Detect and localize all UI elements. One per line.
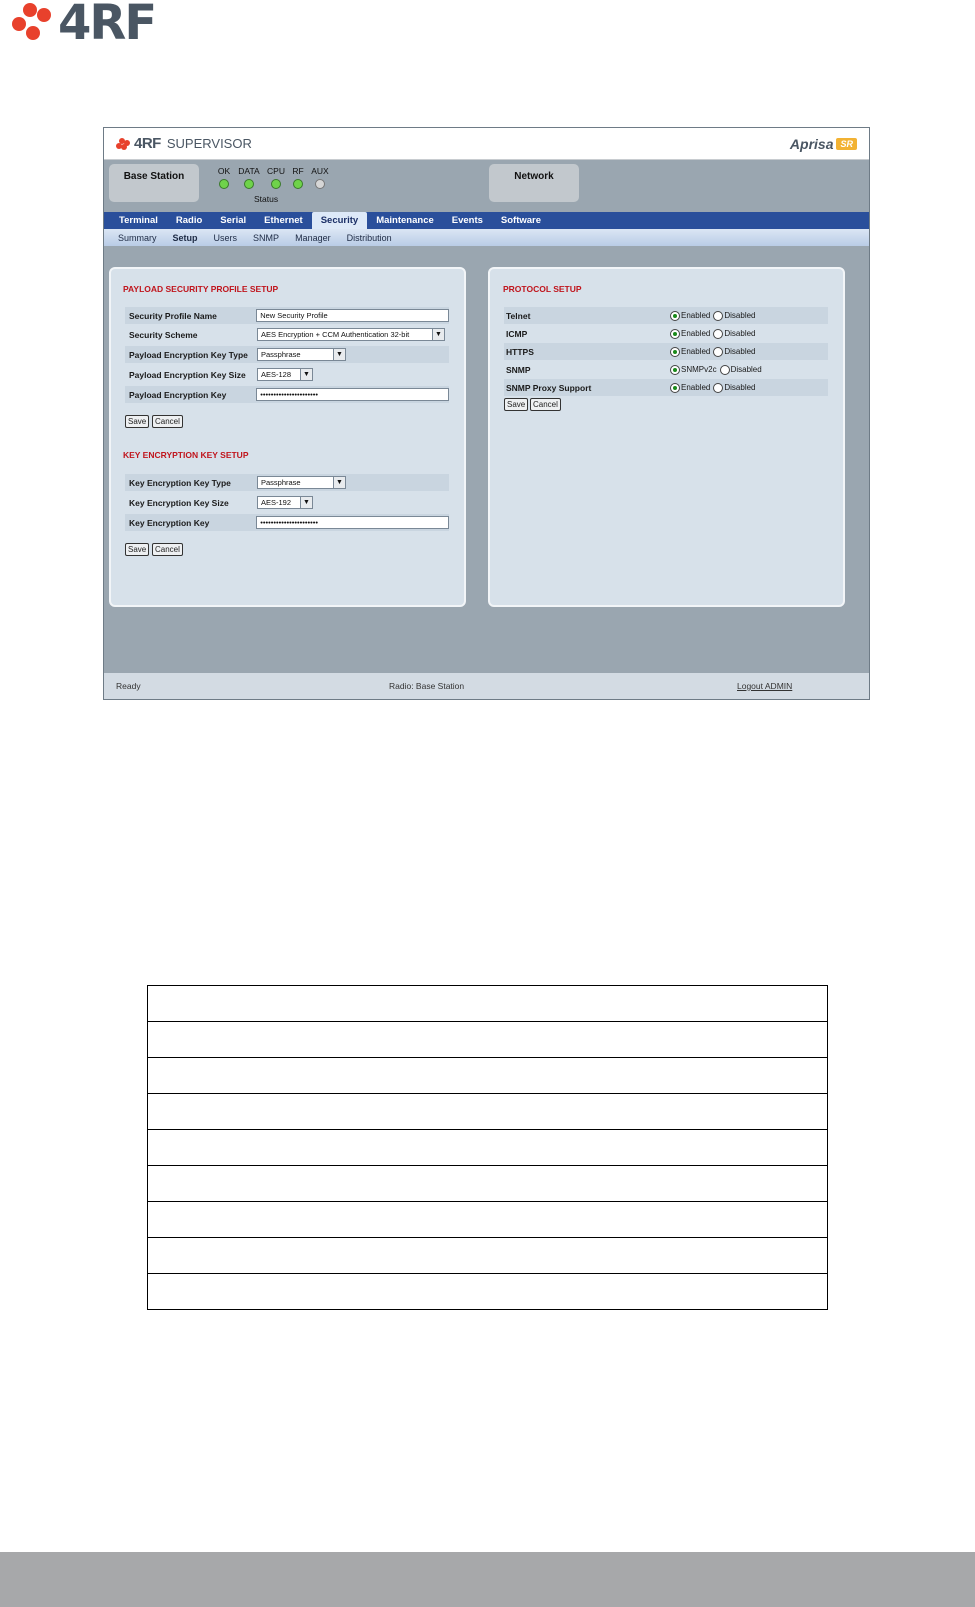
security-scheme-value: AES Encryption + CCM Authentication 32-bit [261,330,410,339]
logo-dots-icon [10,1,52,45]
radio-enabled[interactable] [670,383,680,393]
radio-disabled[interactable] [713,347,723,357]
kek-size-select[interactable] [257,496,313,509]
radio-disabled[interactable] [713,311,723,321]
kek-input[interactable]: •••••••••••••••••••••• [256,516,449,529]
logout-link[interactable]: Logout ADMIN [737,681,793,691]
kek-size-value: AES-192 [261,498,292,507]
aprisa-logo [790,136,857,152]
radio-label: Disabled [724,311,756,320]
base-station-button[interactable]: Base Station [109,164,199,202]
led-label-rf: RF [292,166,304,176]
led-rf-icon [293,179,303,189]
radio-enabled[interactable] [670,347,680,357]
protocol-label: Telnet [506,310,531,321]
logo-text: 4RF [58,0,156,51]
app-window [103,127,870,700]
radio-snmpv2c[interactable] [670,365,680,375]
table-row [148,1166,828,1202]
payload-key-type-value: Passphrase [261,350,301,359]
radio-disabled[interactable] [713,383,723,393]
tab-terminal[interactable]: Terminal [119,215,158,226]
footer-status: Ready [116,681,141,691]
radio-label: Enabled [681,383,711,392]
radio-enabled[interactable] [670,329,680,339]
aprisa-badge: SR [836,138,857,150]
led-label-cpu: CPU [267,166,285,176]
subtab-distribution[interactable]: Distribution [346,232,392,243]
field-row-security-scheme [125,326,449,343]
brand-logo-text: 4RF [134,135,161,152]
subtab-setup[interactable]: Setup [172,232,198,243]
payload-cancel-button[interactable]: Cancel [152,415,183,428]
network-button[interactable]: Network [489,164,579,202]
radio-label: Enabled [681,329,711,338]
field-label: Key Encryption Key [129,517,210,528]
chevron-down-icon: ▼ [300,497,312,508]
radio-label: Enabled [681,347,711,356]
doc-logo [10,0,156,51]
payload-key-type-select[interactable] [257,348,346,361]
radio-label: Enabled [681,311,711,320]
subtab-manager[interactable]: Manager [295,232,331,243]
field-row-kek-type [125,474,449,491]
table-row [148,1202,828,1238]
brand-product: SUPERVISOR [166,136,252,151]
radio-label: Disabled [724,347,756,356]
radio-label: Disabled [730,365,762,374]
doc-table [147,985,828,1310]
chevron-down-icon: ▼ [300,369,312,380]
protocol-cancel-button[interactable]: Cancel [530,398,561,411]
tab-serial[interactable]: Serial [220,215,247,226]
protocol-row-telnet [504,307,828,324]
protocol-label: SNMP [506,364,531,375]
field-row-kek-size [125,494,449,511]
led-ok-icon [219,179,229,189]
page-footer-bar [0,1552,975,1607]
table-row [148,1238,828,1274]
led-data-icon [244,179,254,189]
tab-events[interactable]: Events [451,215,483,226]
kek-cancel-button[interactable]: Cancel [152,543,183,556]
tab-software[interactable]: Software [500,215,542,226]
field-label: Payload Encryption Key Type [129,349,248,360]
app-titlebar [104,128,869,160]
table-row [148,1274,828,1310]
payload-section-title: PAYLOAD SECURITY PROFILE SETUP [123,284,279,294]
protocol-row-icmp [504,325,828,342]
led-aux-icon [315,179,325,189]
payload-key-size-select[interactable] [257,368,313,381]
footer-radio: Radio: Base Station [389,681,465,691]
table-row [148,986,828,1022]
protocol-save-button[interactable]: Save [504,398,528,411]
radio-label: Disabled [724,329,756,338]
field-label: Security Profile Name [129,310,217,321]
field-row-kek [125,514,449,531]
protocol-section-title: PROTOCOL SETUP [503,284,582,294]
kek-type-value: Passphrase [261,478,301,487]
table-row [148,1022,828,1058]
status-bar [104,160,869,212]
aprisa-text: Aprisa [789,135,834,152]
field-row-key-size [125,366,449,383]
protocol-label: SNMP Proxy Support [506,382,592,393]
protocol-label: ICMP [506,328,528,339]
tab-ethernet[interactable]: Ethernet [264,215,303,226]
kek-save-button[interactable]: Save [125,543,149,556]
radio-enabled[interactable] [670,311,680,321]
led-label-ok: OK [217,166,231,176]
payload-save-button[interactable]: Save [125,415,149,428]
main-nav [104,212,869,229]
tab-maintenance[interactable]: Maintenance [376,215,434,226]
tab-security[interactable]: Security [312,212,368,229]
field-label: Key Encryption Key Size [129,497,229,508]
payload-key-size-value: AES-128 [261,370,292,379]
radio-disabled[interactable] [720,365,730,375]
radio-label: SNMPv2c [681,365,717,374]
brand-dots-icon [116,138,130,150]
field-label: Payload Encryption Key Size [129,369,246,380]
field-row-payload-key [125,386,449,403]
radio-disabled[interactable] [713,329,723,339]
tab-radio[interactable]: Radio [175,215,203,226]
app-brand [116,135,252,152]
led-cpu-icon [271,179,281,189]
chevron-down-icon: ▼ [333,349,345,360]
chevron-down-icon: ▼ [333,477,345,488]
protocol-row-snmp-proxy [504,379,828,396]
field-label: Security Scheme [129,329,198,340]
led-label-aux: AUX [311,166,329,176]
subtab-snmp[interactable]: SNMP [253,232,280,243]
protocol-row-https [504,343,828,360]
security-scheme-select[interactable] [257,328,445,341]
led-group [214,166,332,191]
kek-section-title: KEY ENCRYPTION KEY SETUP [123,450,249,460]
payload-key-input[interactable]: •••••••••••••••••••••• [256,388,449,401]
led-label-data: DATA [238,166,260,176]
table-row [148,1058,828,1094]
field-label: Key Encryption Key Type [129,477,231,488]
sub-nav [104,229,869,246]
table-row [148,1130,828,1166]
status-caption: Status [254,194,279,204]
protocol-row-snmp [504,361,828,378]
kek-type-select[interactable] [257,476,346,489]
payload-security-panel [109,267,466,607]
security-profile-name-input[interactable]: New Security Profile [256,309,449,322]
field-row-profile-name [125,307,449,324]
protocol-setup-panel [488,267,845,607]
field-row-key-type [125,346,449,363]
app-footer [104,673,869,699]
field-label: Payload Encryption Key [129,389,227,400]
table-row [148,1094,828,1130]
protocol-label: HTTPS [506,346,534,357]
subtab-summary[interactable]: Summary [118,232,157,243]
radio-label: Disabled [724,383,756,392]
subtab-users[interactable]: Users [213,232,238,243]
chevron-down-icon: ▼ [432,329,444,340]
